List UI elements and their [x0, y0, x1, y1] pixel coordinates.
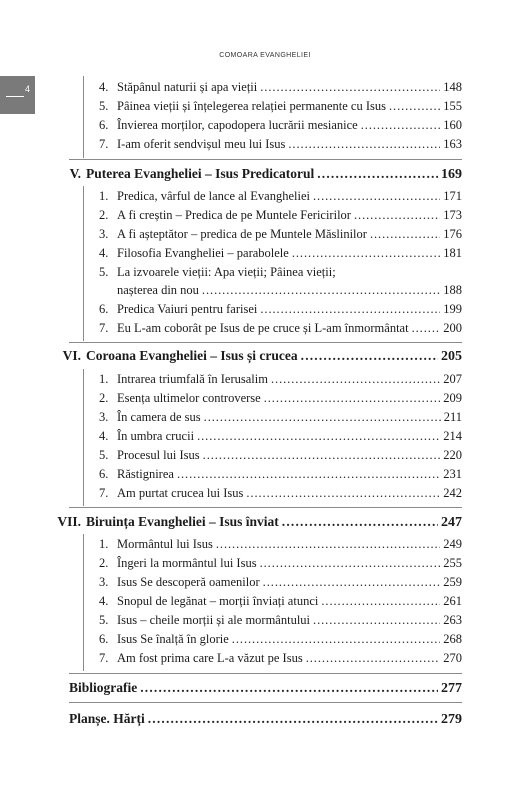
leader-dots [264, 391, 441, 406]
toc-back-matter-entry[interactable]: Planșe. Hărți . . . 279 [69, 711, 462, 727]
leader-dots [216, 537, 440, 552]
toc-entry[interactable]: 5. La izvoarele vieții: Apa vieții; Pâinea vieții; [99, 265, 336, 279]
running-head: COMOARA EVANGHELIEI [219, 52, 311, 59]
leader-dots [361, 118, 441, 133]
toc-entry[interactable]: 1. Intrarea triumfală în Ierusalim . . . 207 [99, 372, 462, 387]
toc-entry[interactable]: 2. Îngeri la mormântul lui Isus . . . 255 [99, 556, 462, 571]
leader-dots [202, 283, 440, 298]
section-indent-line [83, 369, 84, 506]
toc-entry[interactable]: 1. Predica, vârful de lance al Evangheliei . . . 171 [99, 189, 462, 204]
leader-dots [412, 321, 441, 336]
toc-entry[interactable]: 6. Isus Se înalță în glorie . . . 268 [99, 632, 462, 647]
page-number: 4 [24, 84, 30, 94]
toc-entry[interactable]: 7. Eu L-am coborât pe Isus de pe cruce și L-am înmormântat . . . 200 [99, 321, 462, 336]
leader-dots [204, 410, 441, 425]
section-heading[interactable]: V. Puterea Evangheliei – Isus Predicatorul . . . 169 [48, 166, 462, 182]
toc-entry[interactable]: 4. Filosofia Evangheliei – parabolele . . . 181 [99, 246, 462, 261]
leader-dots [292, 246, 440, 261]
leader-dots [313, 189, 440, 204]
toc-entry[interactable]: 7. I-am oferit sendvișul meu lui Isus . . . 163 [99, 137, 462, 152]
toc-entry[interactable]: 7. Am fost prima care L-a văzut pe Isus . . . 270 [99, 651, 462, 666]
toc-entry[interactable]: 7. Am purtat crucea lui Isus . . . 242 [99, 486, 462, 501]
leader-dots [321, 594, 440, 609]
leader-dots [317, 166, 438, 181]
leader-dots [301, 348, 438, 363]
leader-dots [288, 137, 440, 152]
toc-entry[interactable]: 4. În umbra crucii . . . 214 [99, 429, 462, 444]
section-divider [69, 159, 462, 160]
toc-entry[interactable]: 5. Isus – cheile morții și ale mormântului . . . 263 [99, 613, 462, 628]
leader-dots [263, 575, 441, 590]
tab-divider [6, 96, 24, 97]
toc-entry[interactable]: 3. În camera de sus . . . 211 [99, 410, 462, 425]
toc-entry[interactable]: 5. Procesul lui Isus . . . 220 [99, 448, 462, 463]
toc-entry[interactable]: 4. Stăpânul naturii și apa vieții . . . 148 [99, 80, 462, 95]
section-divider [69, 507, 462, 508]
toc-entry-continuation[interactable]: nașterea din nou . . . 188 [117, 283, 462, 298]
leader-dots [140, 680, 438, 695]
toc-entry[interactable]: 6. Răstignirea . . . 231 [99, 467, 462, 482]
section-heading[interactable]: VII. Biruința Evangheliei – Isus înviat . . . 247 [48, 514, 462, 530]
leader-dots [271, 372, 440, 387]
toc-back-matter-entry[interactable]: Bibliografie . . . 277 [69, 680, 462, 696]
section-divider [69, 673, 462, 674]
leader-dots [282, 514, 438, 529]
toc-entry[interactable]: 2. A fi creștin – Predica de pe Muntele Fericirilor . . . 173 [99, 208, 462, 223]
toc-entry[interactable]: 6. Învierea morților, capodopera lucrării mesianice . . . 160 [99, 118, 462, 133]
toc-entry[interactable]: 1. Mormântul lui Isus . . . 249 [99, 537, 462, 552]
leader-dots [370, 227, 440, 242]
toc-entry[interactable]: 6. Predica Vaiuri pentru farisei . . . 199 [99, 302, 462, 317]
leader-dots [197, 429, 440, 444]
leader-dots [306, 651, 441, 666]
section-divider [69, 342, 462, 343]
section-indent-line [83, 186, 84, 341]
leader-dots [389, 99, 440, 114]
leader-dots [313, 613, 440, 628]
leader-dots [260, 80, 440, 95]
section-indent-line [83, 76, 84, 158]
leader-dots [260, 302, 440, 317]
leader-dots [232, 632, 440, 647]
section-indent-line [83, 534, 84, 671]
leader-dots [246, 486, 440, 501]
toc-entry[interactable]: 4. Snopul de legănat – morții înviați atunci . . . 261 [99, 594, 462, 609]
leader-dots [203, 448, 441, 463]
toc-entry[interactable]: 3. Isus Se descoperă oamenilor . . . 259 [99, 575, 462, 590]
leader-dots [260, 556, 441, 571]
leader-dots [177, 467, 440, 482]
toc-entry[interactable]: 2. Esența ultimelor controverse . . . 209 [99, 391, 462, 406]
section-heading[interactable]: VI. Coroana Evangheliei – Isus și crucea . . . 205 [48, 348, 462, 364]
leader-dots [354, 208, 440, 223]
toc-entry[interactable]: 3. A fi așteptător – predica de pe Muntele Măslinilor . . . 176 [99, 227, 462, 242]
page-number-tab [0, 76, 35, 114]
leader-dots [148, 711, 438, 726]
toc-entry[interactable]: 5. Pâinea vieții și înțelegerea relației permanente cu Isus . . . 155 [99, 99, 462, 114]
section-divider [69, 702, 462, 703]
